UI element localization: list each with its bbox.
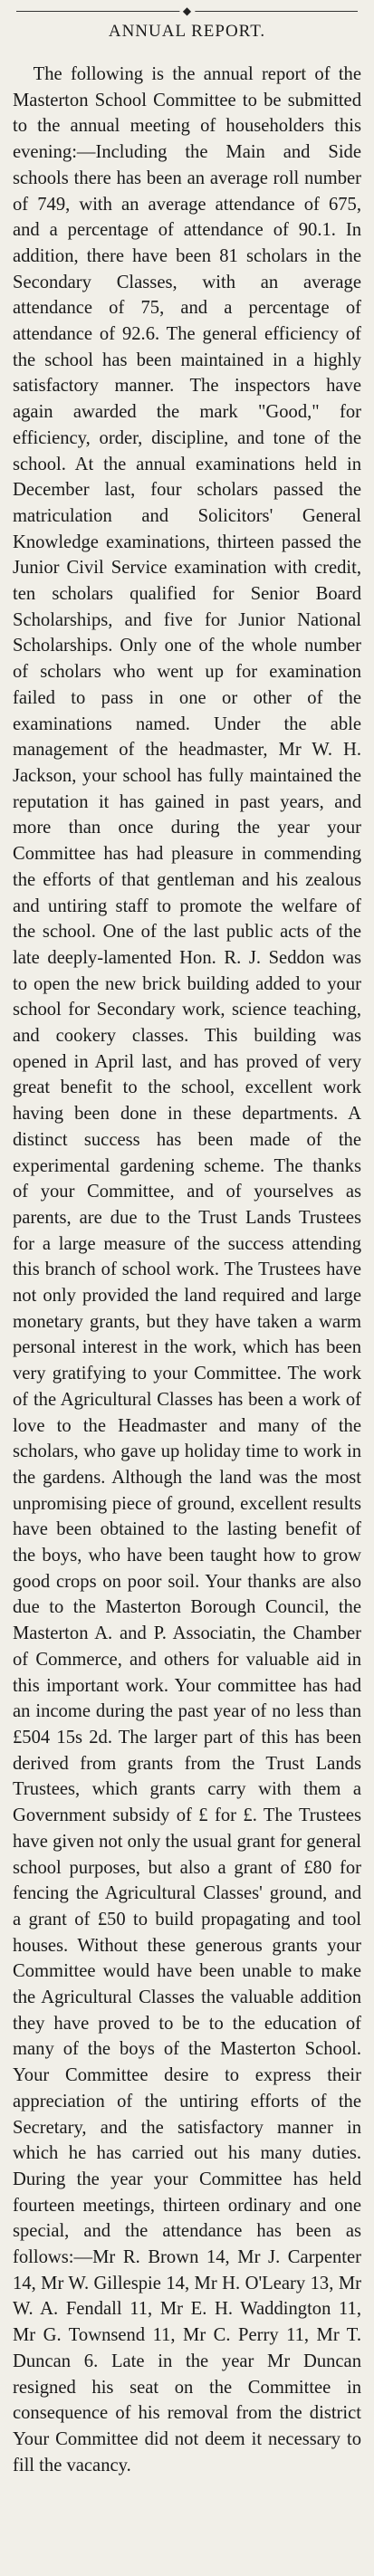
diamond-ornament-icon: ◆ [179,5,195,17]
article-heading: ANNUAL REPORT. [108,22,266,41]
top-rule [16,7,358,16]
newspaper-column [13,7,361,2478]
article-body: The following is the annual report of the Masterton School Committee to be submitted to the annual meeting of householders this evening:—Including the Main and Side schools there has been an average roll number of 749, with an average attendance of 675, and a percentage of attendance of 90.1. In addition, there have been 81 scholars in the Secondary Classes, with an average attendance of 75, and a percentage of attendance of 92.6. The general efficiency of the school has been maintained in a highly satisfactory manner. The inspectors have again awarded the mark "Good," for efficiency, order, discipline, and tone of the school. At the annual examinations held in December last, four scholars passed the matriculation and Solicitors' General Knowledge examinations, thirteen passed the Junior Civil Service examination with credit, ten scholars qualified for Senior Board Scholarships, and five for Junior National Scholarships. Only one of the whole number of scholars who went up for examination failed to pass in one or other of the examinations named. Under the able management of the headmaster, Mr W. H. Jackson, your school has fully maintained the reputation it has gained in past years, and more than once during the year your Committee has had pleasure in commending the efforts of that gentleman and his zealous and untiring staff to promote the welfare of the school. One of the last public acts of the late deeply-lamented Hon. R. J. Seddon was to open the new brick building added to your school for Secondary work, science teaching, and cookery classes. This building was opened in April last, and has proved of very great benefit to the school, excellent work having been done in these departments. A distinct success has been made of the experimental gardening scheme. The thanks of your Committee, and of yourselves as parents, are due to the Trust Lands Trustees for a large measure of the success attending this branch of school work. The Trustees have not only provided the land required and large monetary grants, but they have taken a warm personal interest in the work, which has been very gratifying to your Committee. The work of the Agricultural Classes has been a work of love to the Headmaster and many of the scholars, who gave up holiday time to work in the gardens. Although the land was the most unpromising piece of ground, excellent results have been obtained to the lasting benefit of the boys, who have been taught how to grow good crops on poor soil. Your thanks are also due to the Masterton Borough Council, the Masterton A. and P. Associatin, the Chamber of Commerce, and others for valuable aid in this important work. Your committee has had an income during the past year of no less than £504 15s 2d. The larger part of this has been derived from grants from the Trust Lands Trustees, which grants carry with them a Government subsidy of £ for £. The Trustees have given not only the usual grant for general school purposes, but also a grant of £80 for fencing the Agricultural Classes' ground, and a grant of £50 to build propagating and tool houses. Without these generous grants your Committee would have been unable to make the Agricultural Classes the valuable addition they have proved to be to the education of many of the boys of the Masterton School. Your Committee desire to express their appreciation of the untiring efforts of the Secretary, and the satisfactory manner in which he has carried out his many duties. During the year your Committee has held fourteen meetings, thirteen ordinary and one special, and the attendance has been as follows:—Mr R. Brown 14, Mr J. Carpenter 14, Mr W. Gillespie 14, Mr H. O'Leary 13, Mr W. A. Fendall 11, Mr E. H. Waddington 11, Mr G. Townsend 11, Mr C. Perry 11, Mr T. Duncan 6. Late in the year Mr Duncan resigned his seat on the Committee in consequence of his removal from the district Your Committee did not deem it necessary to fill the vacancy. [13,64,361,2475]
